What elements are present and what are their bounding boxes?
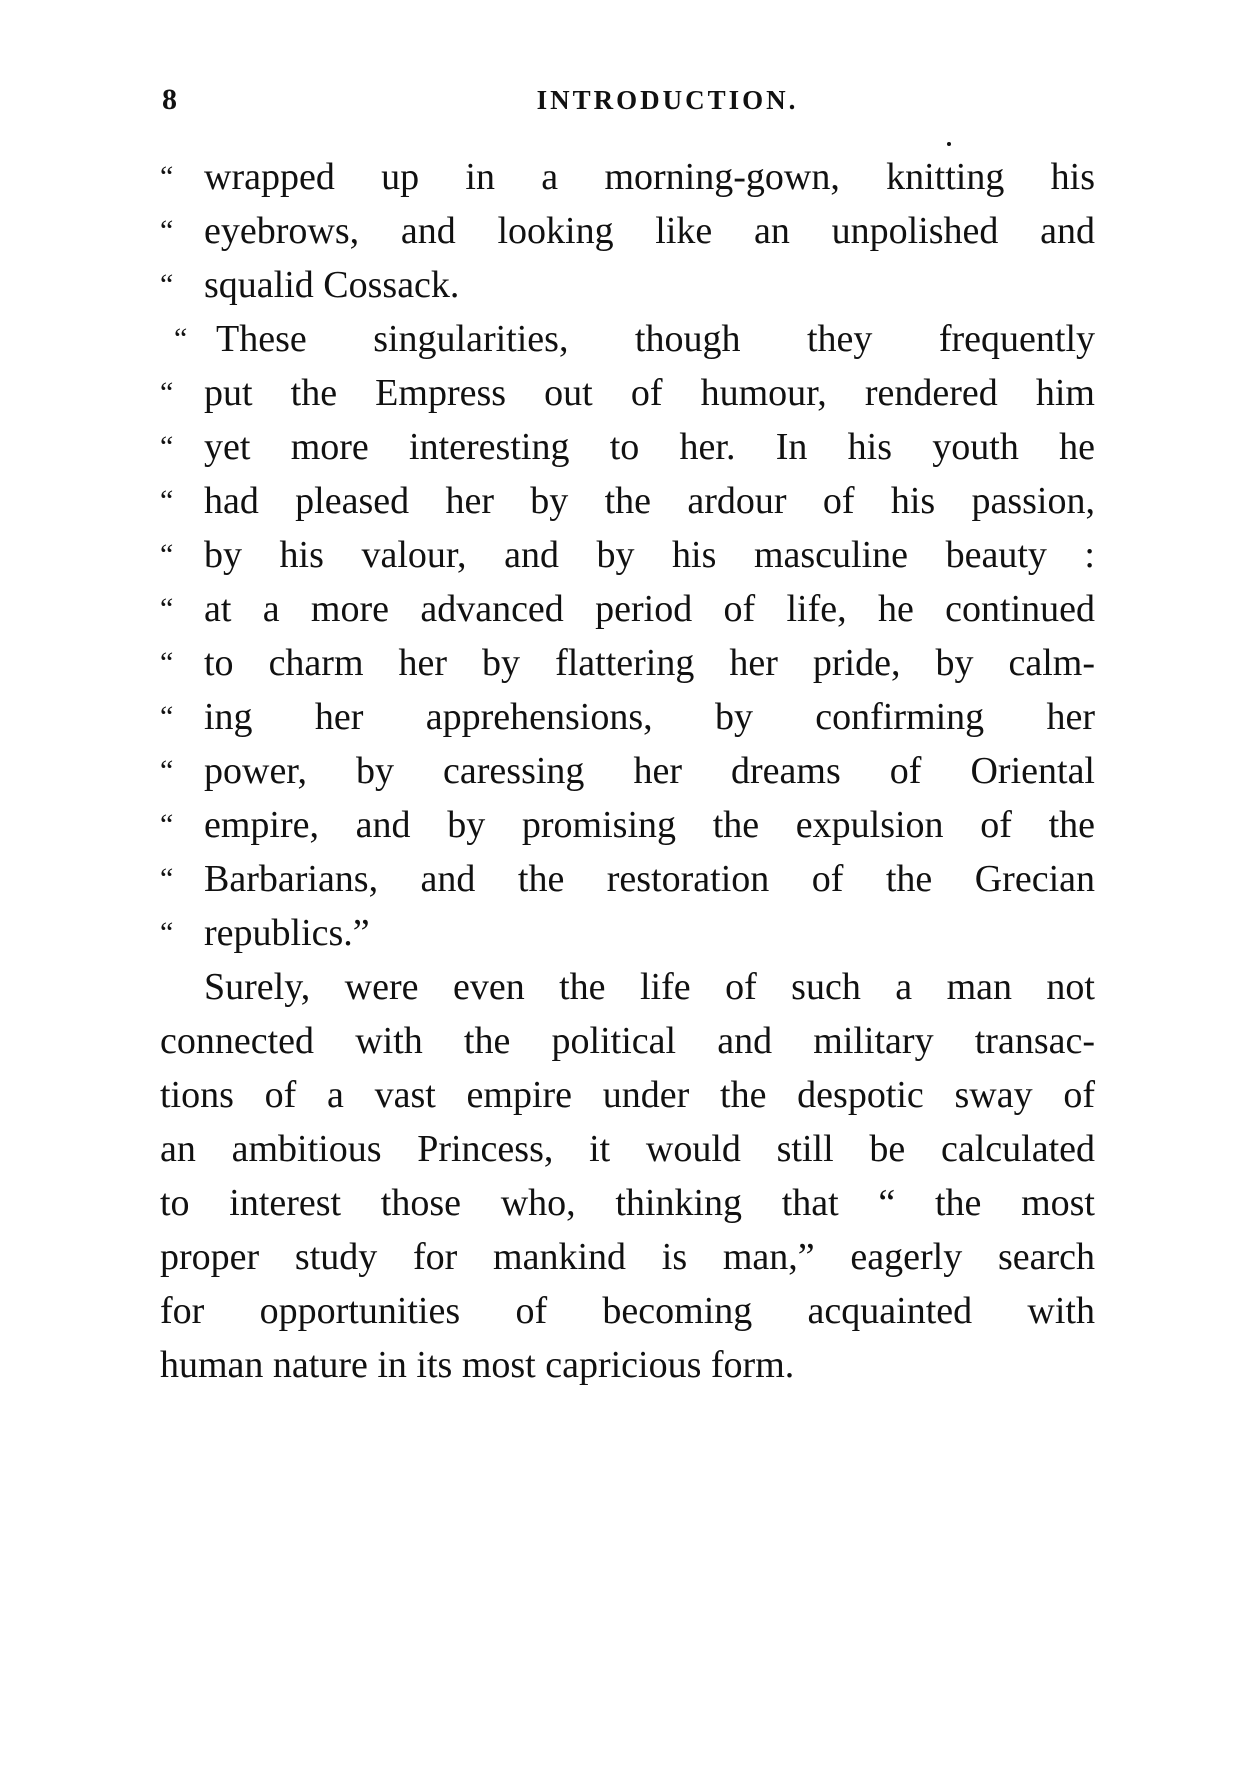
quoted-line bbox=[160, 258, 1095, 312]
quoted-line bbox=[160, 636, 1095, 690]
quoted-line bbox=[160, 582, 1095, 636]
quote-mark: “ bbox=[160, 916, 174, 949]
quoted-line bbox=[160, 852, 1095, 906]
quoted-line bbox=[160, 528, 1095, 582]
paragraph-line bbox=[160, 1122, 1095, 1176]
quote-mark: “ bbox=[160, 214, 174, 247]
quoted-line bbox=[160, 150, 1095, 204]
paragraph-line bbox=[160, 1230, 1095, 1284]
paragraph-line-text: human nature in its most capricious form. bbox=[160, 1344, 795, 1386]
quote-mark: “ bbox=[160, 862, 174, 895]
ink-speck bbox=[947, 142, 951, 146]
quoted-line bbox=[160, 798, 1095, 852]
quoted-line-text: put the Empress out of humour, rendered him bbox=[204, 372, 1095, 414]
quote-mark: “ bbox=[160, 430, 174, 463]
quoted-line bbox=[160, 744, 1095, 798]
quoted-line-text: republics.” bbox=[204, 912, 370, 954]
quoted-line-text: ing her apprehensions, by confirming her bbox=[204, 696, 1095, 738]
paragraph-line-text: connected with the political and military transac- bbox=[160, 1020, 1095, 1062]
quoted-line bbox=[160, 204, 1095, 258]
quote-mark: “ bbox=[160, 160, 174, 193]
quoted-line bbox=[160, 366, 1095, 420]
paragraph-line bbox=[160, 1284, 1095, 1338]
paragraph-line bbox=[160, 1068, 1095, 1122]
quoted-line-text: power, by caressing her dreams of Oriental bbox=[204, 750, 1095, 792]
paragraph-line-text: Surely, were even the life of such a man not bbox=[204, 966, 1095, 1008]
quoted-line-text: had pleased her by the ardour of his passion, bbox=[204, 480, 1095, 522]
quote-mark: “ bbox=[160, 484, 174, 517]
quote-mark: “ bbox=[160, 646, 174, 679]
paragraph-line-text: for opportunities of becoming acquainted with bbox=[160, 1290, 1095, 1332]
quoted-line-text: wrapped up in a morning-gown, knitting his bbox=[204, 156, 1095, 198]
quoted-line bbox=[160, 906, 1095, 960]
paragraph-line bbox=[160, 960, 1095, 1014]
quote-mark: “ bbox=[160, 700, 174, 733]
quoted-line-text: at a more advanced period of life, he continued bbox=[204, 588, 1095, 630]
quote-mark: “ bbox=[160, 592, 174, 625]
quoted-line-text: yet more interesting to her. In his youth he bbox=[204, 426, 1095, 468]
quoted-line bbox=[160, 420, 1095, 474]
page-number: 8 bbox=[162, 83, 177, 116]
quote-mark: “ bbox=[160, 538, 174, 571]
paragraph-line bbox=[160, 1176, 1095, 1230]
quote-mark: “ bbox=[160, 754, 174, 787]
running-head: INTRODUCTION. bbox=[536, 85, 799, 115]
quoted-line-text: Barbarians, and the restoration of the Grecian bbox=[204, 858, 1095, 900]
paragraph-line-text: an ambitious Princess, it would still be calculated bbox=[160, 1128, 1095, 1170]
quote-mark: “ bbox=[160, 376, 174, 409]
quoted-line bbox=[160, 312, 1095, 366]
quoted-line bbox=[160, 690, 1095, 744]
quoted-line-text: empire, and by promising the expulsion of the bbox=[204, 804, 1095, 846]
paragraph-line-text: proper study for mankind is man,” eagerly search bbox=[160, 1236, 1095, 1278]
body-text bbox=[160, 150, 1095, 1392]
quote-mark: “ bbox=[160, 268, 174, 301]
quoted-line-text: eyebrows, and looking like an unpolished and bbox=[204, 210, 1095, 252]
page-header bbox=[160, 80, 1095, 120]
paragraph-line-text: tions of a vast empire under the despotic sway of bbox=[160, 1074, 1095, 1116]
quoted-line bbox=[160, 474, 1095, 528]
quoted-line-text: by his valour, and by his masculine beauty : bbox=[204, 534, 1095, 576]
quoted-line-text: to charm her by flattering her pride, by calm- bbox=[204, 642, 1095, 684]
quote-mark: “ bbox=[160, 808, 174, 841]
quoted-line-text: These singularities, though they frequently bbox=[216, 318, 1095, 360]
quote-mark: “ bbox=[174, 322, 188, 355]
paragraph-line bbox=[160, 1338, 1095, 1392]
paragraph-line-text: to interest those who, thinking that “ the most bbox=[160, 1182, 1095, 1224]
paragraph-line bbox=[160, 1014, 1095, 1068]
quoted-line-text: squalid Cossack. bbox=[204, 264, 460, 306]
